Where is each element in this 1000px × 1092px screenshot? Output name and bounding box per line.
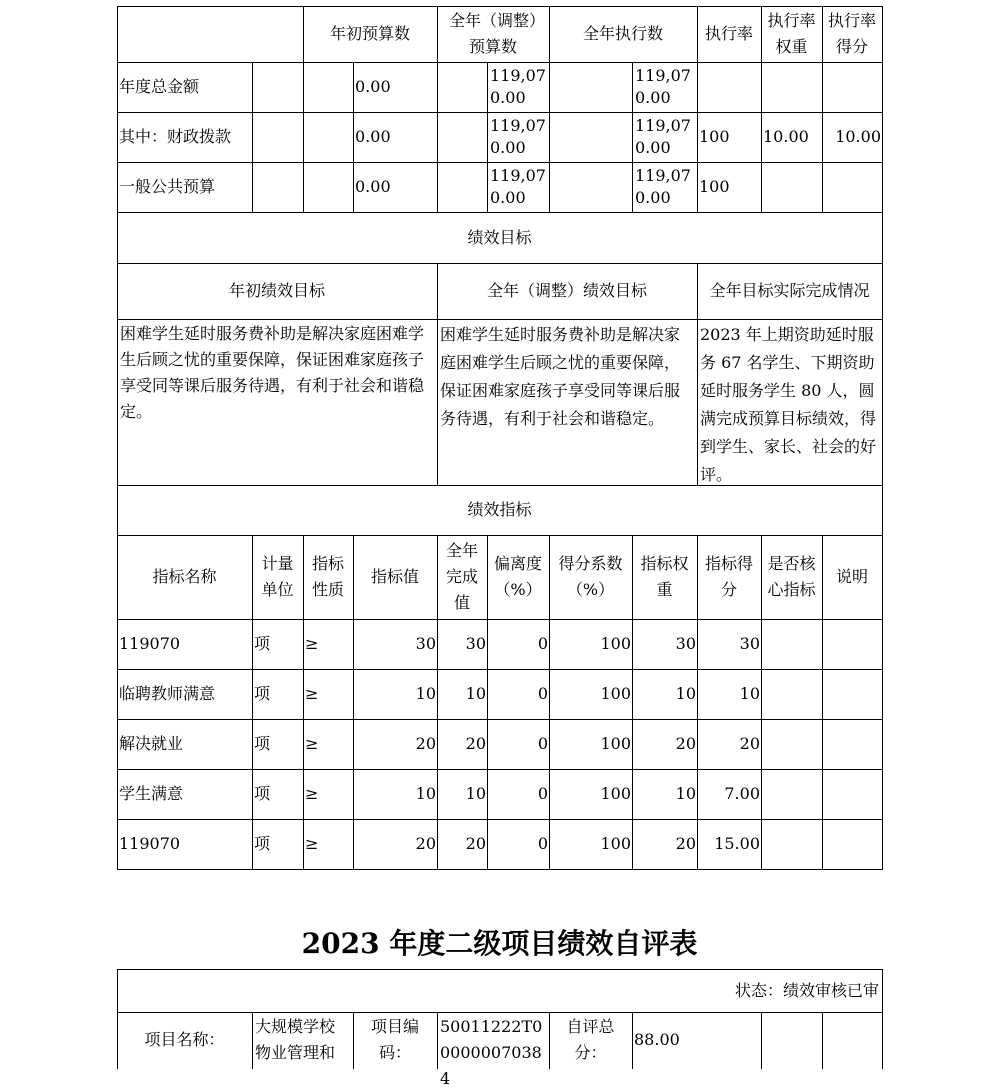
h-rule [117,162,883,163]
indicator-note [822,719,882,769]
indicator-completed: 30 [465,634,486,653]
v-rule [761,6,762,213]
ind-header-core: 是否核心指标 [767,554,816,599]
goals-actual-text: 2023 年上期资助延时服务 67 名学生、下期资助延时服务学生 80 人，圆满完成预算目标绩效，得到学生、家长、社会的好评。 [700,325,877,484]
v-rule [117,6,118,870]
indicator-name: 119070 [119,834,181,853]
v-rule [549,6,550,213]
v-rule [549,535,550,870]
v-rule [697,535,698,870]
indicator-name: 119070 [119,634,181,653]
header-rate-score: 执行率得分 [827,11,876,56]
ind-header-weight: 指标权重 [640,554,689,599]
indicator-name: 学生满意 [119,784,184,803]
v-rule [761,535,762,870]
indicator-value: 20 [415,734,436,753]
v-rule [487,62,488,213]
v-rule [822,6,823,213]
indicator-weight: 10 [675,784,696,803]
v-rule [487,535,488,870]
indicator-core [761,719,822,769]
ind-header-nature: 指标性质 [311,554,344,599]
indicator-note [822,819,882,869]
budget-row-rate: 100 [699,177,730,196]
h-rule [117,819,883,820]
indicator-score: 7.00 [724,784,760,803]
indicator-core [761,819,822,869]
project-code-label: 项目编码： [370,1017,419,1062]
v-rule [437,1012,438,1069]
indicator-note [822,669,882,719]
h-rule [117,319,883,320]
indicator-name: 临聘教师满意 [119,684,216,703]
budget-row-adjusted: 119,070.00 [490,166,546,207]
indicator-nature: ≥ [305,734,319,753]
project-name-label: 项目名称： [144,1030,225,1049]
indicator-completed: 10 [465,684,486,703]
indicator-value: 30 [415,634,436,653]
ind-header-note: 说明 [835,567,868,586]
indicator-core [761,669,822,719]
v-rule [437,6,438,213]
v-rule [632,62,633,213]
h-rule [117,62,883,63]
budget-row-executed: 119,070.00 [635,166,691,207]
indicator-unit: 项 [254,684,271,703]
indicator-core [761,619,822,669]
indicator-score: 20 [739,734,760,753]
budget-row-executed: 119,070.00 [635,66,691,107]
v-rule [252,62,253,213]
header-initial-budget: 年初预算数 [329,24,410,43]
indicator-weight: 10 [675,684,696,703]
indicator-value: 20 [415,834,436,853]
indicator-completed: 10 [465,784,486,803]
indicator-coef: 100 [600,634,631,653]
budget-row-weight: 10.00 [763,127,809,146]
indicator-score: 10 [739,684,760,703]
indicator-coef: 100 [600,734,631,753]
ind-header-coef: 得分系数（%） [558,554,623,599]
goals-initial-text: 困难学生延时服务费补助是解决家庭困难学生后顾之忧的重要保障，保证困难家庭孩子享受同等课后服务待遇，有利于社会和谐稳定。 [120,324,425,421]
v-rule [437,535,438,870]
v-rule [303,535,304,870]
status-text: 状态：绩效审核已审 [734,980,879,1000]
v-rule [303,6,304,213]
goals-section-title: 绩效目标 [467,227,532,247]
h-rule [117,263,883,264]
indicator-name: 解决就业 [119,734,184,753]
ind-header-completed: 全年完成值 [445,541,478,612]
indicator-weight: 30 [675,634,696,653]
v-rule [697,263,698,486]
indicator-note [822,619,882,669]
v-rule [252,535,253,870]
h-rule [117,112,883,113]
budget-row-label: 年度总金额 [119,77,200,96]
v-rule [632,535,633,870]
indicator-completed: 20 [465,834,486,853]
h-rule [117,969,883,970]
header-executed: 全年执行数 [582,24,663,43]
indicator-unit: 项 [254,784,271,803]
indicator-deviation: 0 [537,684,548,703]
budget-row-executed: 119,070.00 [635,116,691,157]
indicator-value: 10 [415,684,436,703]
header-rate-weight: 执行率权重 [767,11,816,56]
v-rule [353,62,354,213]
indicator-deviation: 0 [537,784,548,803]
indicator-weight: 20 [675,834,696,853]
ind-header-score: 指标得分 [704,554,753,599]
v-rule [882,6,883,870]
h-rule [117,869,883,870]
budget-row-adjusted: 119,070.00 [490,66,546,107]
v-rule [822,1012,823,1069]
budget-row-rate: 100 [699,127,730,146]
goals-adjusted-header: 全年（调整）绩效目标 [486,281,647,300]
self-score-label: 自评总分： [566,1017,615,1062]
budget-row-initial: 0.00 [355,127,391,146]
h-rule [117,619,883,620]
indicator-coef: 100 [600,784,631,803]
h-rule [117,535,883,536]
goals-initial-header: 年初绩效目标 [228,281,325,300]
indicator-note [822,769,882,819]
goals-actual-header: 全年目标实际完成情况 [709,281,870,300]
indicator-nature: ≥ [305,634,319,653]
budget-row-initial: 0.00 [355,77,391,96]
v-rule [437,263,438,486]
indicator-coef: 100 [600,684,631,703]
budget-row-label: 一般公共预算 [119,177,216,196]
indicator-weight: 20 [675,734,696,753]
v-rule [353,1012,354,1069]
h-rule [117,212,883,213]
indicator-unit: 项 [254,634,271,653]
indicator-nature: ≥ [305,784,319,803]
indicator-value: 10 [415,784,436,803]
v-rule [761,1012,762,1069]
h-rule [117,6,883,7]
v-rule [822,535,823,870]
indicator-deviation: 0 [537,634,548,653]
header-execution-rate: 执行率 [704,24,753,43]
v-rule [549,1012,550,1069]
v-rule [632,1012,633,1069]
self-score-value: 88.00 [634,1030,680,1049]
indicator-deviation: 0 [537,734,548,753]
indicator-score: 30 [739,634,760,653]
indicator-nature: ≥ [305,834,319,853]
form-title: 2023 年度二级项目绩效自评表 [301,927,698,960]
ind-header-unit: 计量单位 [261,554,294,599]
v-rule [882,969,883,1069]
v-rule [697,6,698,213]
budget-row-adjusted: 119,070.00 [490,116,546,157]
project-code-value: 50011222T000000070384 [440,1017,543,1088]
indicator-completed: 20 [465,734,486,753]
header-adjusted-budget: 全年（调整）预算数 [448,11,537,56]
ind-header-value: 指标值 [370,567,419,586]
budget-row-score: 10.00 [835,127,881,146]
v-rule [117,969,118,1069]
indicator-core [761,769,822,819]
indicator-nature: ≥ [305,684,319,703]
indicators-section-title: 绩效指标 [467,500,532,519]
h-rule [117,769,883,770]
v-rule [353,535,354,870]
h-rule [117,669,883,670]
indicator-score: 15.00 [714,834,760,853]
h-rule [117,1012,883,1013]
indicator-coef: 100 [600,834,631,853]
project-name-value: 大规模学校物业管理和 [255,1017,336,1062]
budget-row-label: 其中：财政拨款 [119,127,232,146]
v-rule [252,1012,253,1069]
indicator-unit: 项 [254,734,271,753]
budget-row-initial: 0.00 [355,177,391,196]
indicator-deviation: 0 [537,834,548,853]
goals-adjusted-text: 困难学生延时服务费补助是解决家庭困难学生后顾之忧的重要保障，保证困难家庭孩子享受同等课后服务待遇，有利于社会和谐稳定。 [440,325,681,428]
ind-header-deviation: 偏离度（%） [493,554,542,599]
h-rule [117,719,883,720]
h-rule [117,485,883,486]
ind-header-name: 指标名称 [152,567,217,586]
indicator-unit: 项 [254,834,271,853]
